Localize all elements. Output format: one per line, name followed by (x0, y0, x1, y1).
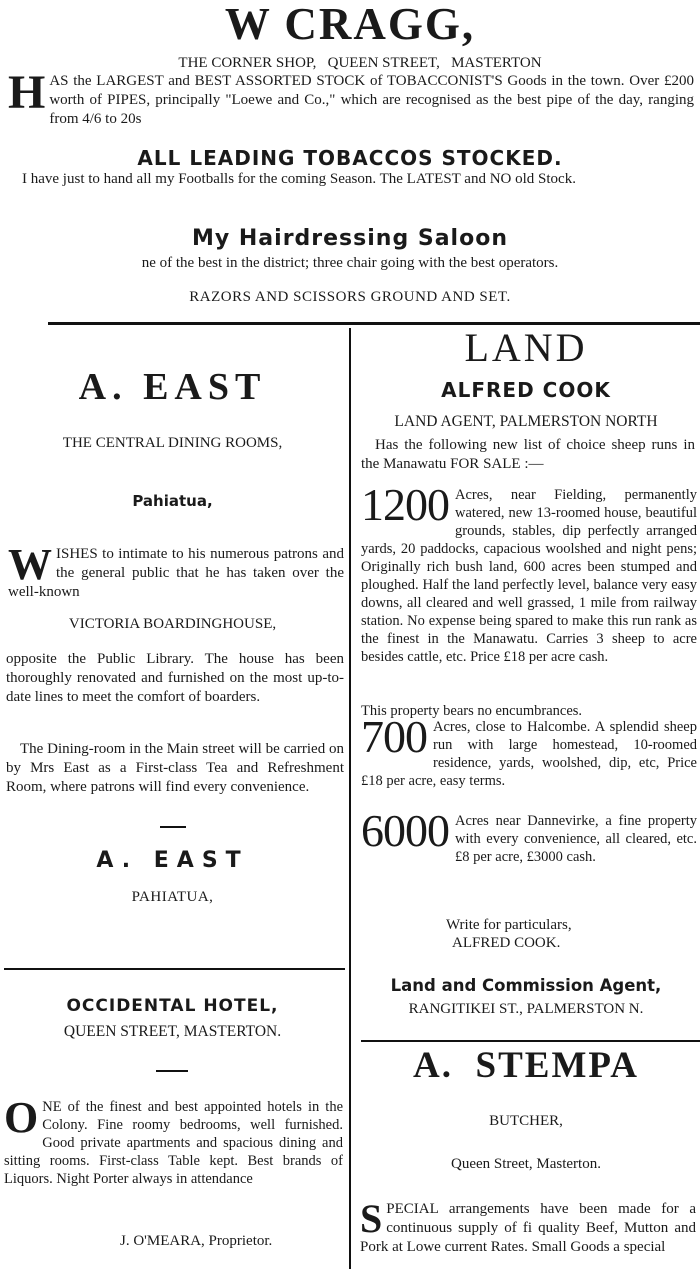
east-para-1 (8, 540, 344, 602)
left-divider (4, 968, 345, 970)
land-commission: Land and Commission Agent, (390, 976, 662, 995)
east-para-1-text: ISHES to intimate to his numerous patrons and the general public that he has taken over the well-known (8, 546, 344, 600)
land-listing-3-text: Acres near Dannevirke, a fine property with every convenience, all cleared, etc. £8 per acre, £3000 cash. (455, 813, 697, 865)
cragg-saloon: My Hairdressing Saloon (192, 226, 508, 251)
hotel-proprietor: J. O'MEARA, Proprietor. (120, 1233, 273, 1249)
cragg-para-3: ne of the best in the district; three chair going with the best operators. (141, 255, 559, 271)
land-listing-1 (361, 479, 697, 666)
cragg-name: W CRAGG, (224, 0, 476, 49)
stempa-name: A. STEMPA (413, 1045, 639, 1086)
land-listing-2-acres: 700 (361, 711, 427, 762)
land-role: LAND AGENT, PALMERSTON NORTH (394, 413, 658, 430)
cragg-tobaccos: ALL LEADING TOBACCOS STOCKED. (137, 146, 563, 170)
hotel-name: OCCIDENTAL HOTEL, (66, 996, 279, 1016)
east-drop-cap: W (8, 540, 52, 589)
land-listing-1-note: This property bears no encumbrances. (361, 703, 583, 719)
stempa-street: Queen Street, Masterton. (451, 1156, 601, 1172)
east-boarding: VICTORIA BOARDINGHOUSE, (68, 616, 277, 632)
cragg-para-1-text: AS the LARGEST and BEST ASSORTED STOCK of TOBACCONIST'S Goods in the town. Over £200 worth of PIPES, principally "Loewe and Co.," which are recognised as the best pipe of the day, ranging from 4/6 to 20s (49, 73, 694, 127)
east-dash (160, 826, 186, 828)
land-agent: ALFRED COOK (441, 378, 611, 402)
land-intro: Has the following new list of choice sheep runs in the Manawatu FOR SALE :— (361, 437, 695, 472)
hotel-para-1 (4, 1093, 343, 1188)
cragg-razors: RAZORS AND SCISSORS GROUND AND SET. (189, 289, 511, 305)
land-listing-1-text: Acres, near Fielding, permanently watered, new 13-roomed house, beautiful grounds, stables, dip perfectly arranged yards, 20 paddocks, capacious woolshed and night pens; Originally rich bush land, 600 acres been stumped and ploughed. Half the land perfectly level, balance very easy downs, all cleared and well grassed, 1 mile from railway station. No expense being spared to make this run rank as the finest in the Manawatu. Carries 3 sheep to acre besides cattle, etc. Price £18 per acre cash. (361, 487, 697, 665)
hotel-para-1-text: NE of the finest and best appointed hotels in the Colony. Fine roomy bedrooms, well furnished. Good private apartments and spacious dining and sitting rooms. First-class Table kept. Best brands of Liquors. Night Porter always in attendance (4, 1099, 343, 1187)
land-street: RANGITIKEI ST., PALMERSTON N. (408, 1001, 644, 1017)
hotel-dash (156, 1070, 188, 1072)
east-rooms: THE CENTRAL DINING ROOMS, (62, 435, 283, 451)
cragg-para-1 (8, 66, 694, 129)
cragg-para-2: I have just to hand all my Footballs for the coming Season. The LATEST and NO old Stock. (22, 171, 576, 187)
land-listing-1-acres: 1200 (361, 479, 449, 530)
land-listing-3 (361, 805, 697, 866)
stempa-para-1-text: PECIAL arrangements have been made for a continuous supply of fi quality Beef, Mutton and Pork at Lowe current Rates. Small Goods a special (360, 1201, 696, 1255)
stempa-para-1 (360, 1196, 696, 1257)
stempa-trade: BUTCHER, (489, 1113, 563, 1129)
east-name: A. EAST (78, 366, 267, 408)
east-sig-name: A. EAST (96, 848, 249, 873)
hotel-street: QUEEN STREET, MASTERTON. (63, 1023, 282, 1040)
column-divider (349, 328, 351, 1269)
east-para-3: The Dining-room in the Main street will be carried on by Mrs East as a First-class Tea and Refreshment Room, where patrons will find every convenience. (6, 741, 344, 795)
land-listing-3-acres: 6000 (361, 805, 449, 856)
cragg-address: THE CORNER SHOP, QUEEN STREET, MASTERTON (178, 55, 542, 71)
east-sig-town: PAHIATUA, (131, 889, 214, 905)
land-write: Write for particulars, (446, 917, 572, 933)
land-title: LAND (464, 325, 588, 370)
land-sign: ALFRED COOK. (452, 935, 561, 951)
east-town: Pahiatua, (132, 492, 213, 510)
hotel-drop-cap: O (4, 1093, 39, 1142)
east-para-2: opposite the Public Library. The house has been thoroughly renovated and furnished on the most up-to-date lines to meet the comfort of boarders. (6, 651, 344, 705)
stempa-drop-cap: S (360, 1196, 383, 1241)
right-divider (361, 1040, 700, 1042)
land-listing-2-text: Acres, close to Halcombe. A splendid sheep run with large homestead, 10-roomed residence, yards, woolshed, dip, etc, Price £18 per acre, easy terms. (361, 719, 697, 789)
cragg-drop-cap: H (8, 66, 46, 119)
top-divider (48, 322, 700, 325)
